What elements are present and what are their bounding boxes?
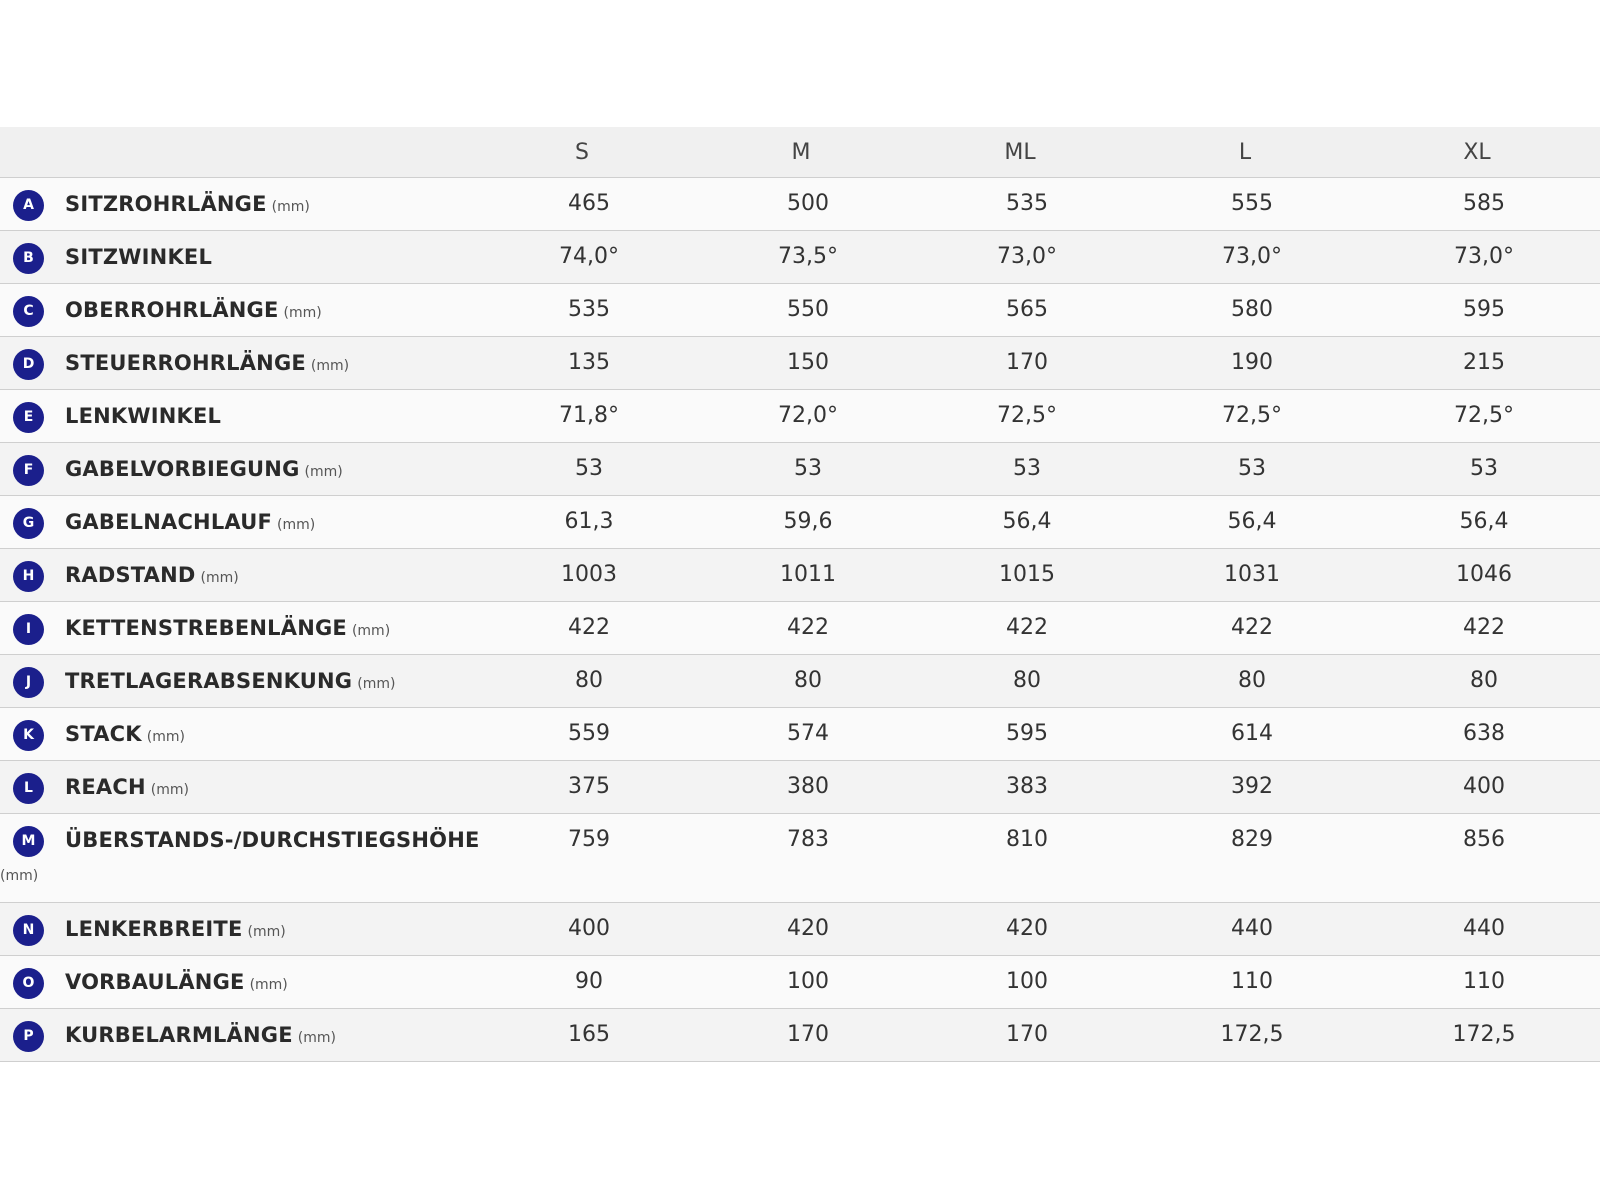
value-cell-ml: 565	[1006, 297, 1048, 322]
value-cell-s: 759	[568, 827, 610, 852]
value-cell-ml: 170	[1006, 1022, 1048, 1047]
row-label-name: ÜBERSTANDS-/DURCHSTIEGSHÖHE	[65, 828, 480, 852]
value-cell-l: 172,5	[1220, 1022, 1284, 1047]
row-label	[65, 761, 189, 813]
value-cell-ml: 100	[1006, 969, 1048, 994]
row-label-unit: (mm)	[247, 924, 286, 940]
value-cell-l: 53	[1238, 456, 1266, 481]
row-label	[65, 708, 185, 760]
value-cell-l: 829	[1231, 827, 1273, 852]
value-cell-xl: 638	[1463, 721, 1505, 746]
value-cell-m: 80	[794, 668, 822, 693]
table-header-row	[0, 127, 1600, 178]
size-header-l: L	[1238, 140, 1252, 165]
value-cell-s: 559	[568, 721, 610, 746]
row-label-unit: (mm)	[277, 517, 316, 533]
row-label-unit: (mm)	[297, 1030, 336, 1046]
value-cell-m: 100	[787, 969, 829, 994]
row-label	[65, 231, 212, 283]
size-header-ml: ML	[1004, 140, 1036, 165]
row-letter-badge: J	[13, 667, 44, 698]
row-label	[65, 903, 286, 955]
value-cell-ml: 53	[1013, 456, 1041, 481]
value-cell-ml: 56,4	[1002, 509, 1052, 534]
value-cell-xl: 110	[1463, 969, 1505, 994]
table-row	[0, 178, 1600, 231]
value-cell-ml: 170	[1006, 350, 1048, 375]
row-letter-badge: K	[13, 720, 44, 751]
value-cell-s: 135	[568, 350, 610, 375]
row-letter-badge: P	[13, 1021, 44, 1052]
value-cell-xl: 80	[1470, 668, 1498, 693]
table-row	[0, 761, 1600, 814]
value-cell-ml: 80	[1013, 668, 1041, 693]
value-cell-l: 614	[1231, 721, 1273, 746]
value-cell-m: 380	[787, 774, 829, 799]
value-cell-s: 61,3	[564, 509, 614, 534]
row-label-name: TRETLAGERABSENKUNG	[65, 669, 353, 693]
value-cell-xl: 72,5°	[1454, 403, 1514, 428]
value-cell-xl: 585	[1463, 191, 1505, 216]
value-cell-xl: 856	[1463, 827, 1505, 852]
value-cell-m: 72,0°	[778, 403, 838, 428]
table-row	[0, 708, 1600, 761]
row-label-unit: (mm)	[271, 199, 310, 215]
row-letter-badge: B	[13, 243, 44, 274]
value-cell-ml: 595	[1006, 721, 1048, 746]
row-label-name: OBERROHRLÄNGE	[65, 298, 279, 322]
row-label	[65, 956, 288, 1008]
row-label	[65, 496, 315, 548]
row-label	[65, 337, 349, 389]
row-letter-badge: F	[13, 455, 44, 486]
value-cell-ml: 72,5°	[997, 403, 1057, 428]
value-cell-xl: 215	[1463, 350, 1505, 375]
value-cell-l: 190	[1231, 350, 1273, 375]
row-label-unit: (mm)	[146, 729, 185, 745]
row-label	[65, 284, 322, 336]
row-letter-badge: O	[13, 968, 44, 999]
row-letter-badge: L	[13, 773, 44, 804]
geometry-table	[0, 127, 1600, 1062]
value-cell-s: 535	[568, 297, 610, 322]
row-letter-badge: G	[13, 508, 44, 539]
value-cell-m: 574	[787, 721, 829, 746]
value-cell-l: 56,4	[1227, 509, 1277, 534]
value-cell-s: 400	[568, 916, 610, 941]
value-cell-ml: 1015	[999, 562, 1055, 587]
value-cell-l: 580	[1231, 297, 1273, 322]
value-cell-m: 550	[787, 297, 829, 322]
value-cell-l: 392	[1231, 774, 1273, 799]
table-row	[0, 655, 1600, 708]
row-label-name: LENKWINKEL	[65, 404, 222, 428]
value-cell-ml: 73,0°	[997, 244, 1057, 269]
row-label	[65, 390, 221, 442]
table-row	[0, 903, 1600, 956]
row-letter-badge: C	[13, 296, 44, 327]
table-row	[0, 284, 1600, 337]
row-label-name: STACK	[65, 722, 142, 746]
table-row	[0, 956, 1600, 1009]
value-cell-ml: 383	[1006, 774, 1048, 799]
value-cell-s: 80	[575, 668, 603, 693]
value-cell-xl: 400	[1463, 774, 1505, 799]
row-label-name: GABELVORBIEGUNG	[65, 457, 300, 481]
value-cell-xl: 440	[1463, 916, 1505, 941]
row-label-unit: (mm)	[0, 868, 39, 884]
row-label-unit: (mm)	[357, 676, 396, 692]
value-cell-xl: 53	[1470, 456, 1498, 481]
value-cell-xl: 172,5	[1452, 1022, 1516, 1047]
value-cell-m: 73,5°	[778, 244, 838, 269]
value-cell-xl: 595	[1463, 297, 1505, 322]
row-letter-badge: A	[13, 190, 44, 221]
table-row	[0, 390, 1600, 443]
table-row	[0, 231, 1600, 284]
value-cell-l: 73,0°	[1222, 244, 1282, 269]
row-label	[65, 1009, 336, 1061]
value-cell-l: 422	[1231, 615, 1273, 640]
value-cell-l: 72,5°	[1222, 403, 1282, 428]
value-cell-m: 1011	[780, 562, 836, 587]
table-row	[0, 496, 1600, 549]
row-label-name: VORBAULÄNGE	[65, 970, 245, 994]
value-cell-m: 53	[794, 456, 822, 481]
size-header-s: S	[575, 140, 589, 165]
value-cell-ml: 810	[1006, 827, 1048, 852]
table-row	[0, 549, 1600, 602]
value-cell-m: 150	[787, 350, 829, 375]
row-label-unit: (mm)	[283, 305, 322, 321]
row-label	[65, 178, 310, 230]
row-letter-badge: M	[13, 826, 44, 857]
value-cell-xl: 422	[1463, 615, 1505, 640]
row-letter-badge: I	[13, 614, 44, 645]
value-cell-xl: 73,0°	[1454, 244, 1514, 269]
row-label-unit: (mm)	[200, 570, 239, 586]
row-label-name: STEUERROHRLÄNGE	[65, 351, 306, 375]
value-cell-s: 422	[568, 615, 610, 640]
row-label-name: KURBELARMLÄNGE	[65, 1023, 293, 1047]
value-cell-ml: 422	[1006, 615, 1048, 640]
value-cell-s: 1003	[561, 562, 617, 587]
value-cell-s: 375	[568, 774, 610, 799]
row-label	[65, 602, 390, 654]
value-cell-m: 500	[787, 191, 829, 216]
size-header-m: M	[791, 140, 811, 165]
value-cell-s: 90	[575, 969, 603, 994]
row-label-name: KETTENSTREBENLÄNGE	[65, 616, 347, 640]
table-row	[0, 602, 1600, 655]
row-label	[65, 443, 343, 495]
row-label-name: REACH	[65, 775, 146, 799]
value-cell-m: 422	[787, 615, 829, 640]
row-letter-badge: D	[13, 349, 44, 380]
row-letter-badge: H	[13, 561, 44, 592]
value-cell-s: 71,8°	[559, 403, 619, 428]
row-label	[65, 549, 239, 601]
row-label-name: RADSTAND	[65, 563, 196, 587]
value-cell-l: 80	[1238, 668, 1266, 693]
value-cell-s: 465	[568, 191, 610, 216]
value-cell-ml: 535	[1006, 191, 1048, 216]
value-cell-ml: 420	[1006, 916, 1048, 941]
table-row	[0, 337, 1600, 390]
table-row	[0, 814, 1600, 903]
value-cell-s: 165	[568, 1022, 610, 1047]
table-row	[0, 443, 1600, 496]
row-letter-badge: E	[13, 402, 44, 433]
row-label-name: GABELNACHLAUF	[65, 510, 273, 534]
value-cell-m: 420	[787, 916, 829, 941]
row-label-unit: (mm)	[351, 623, 391, 639]
row-label-name: SITZROHRLÄNGE	[65, 192, 267, 216]
row-label-name: LENKERBREITE	[65, 917, 243, 941]
row-label	[65, 655, 395, 707]
row-label-name: SITZWINKEL	[65, 245, 213, 269]
value-cell-l: 110	[1231, 969, 1273, 994]
value-cell-m: 783	[787, 827, 829, 852]
value-cell-l: 1031	[1224, 562, 1280, 587]
value-cell-xl: 56,4	[1459, 509, 1509, 534]
value-cell-xl: 1046	[1456, 562, 1512, 587]
row-label-unit: (mm)	[150, 782, 189, 798]
value-cell-s: 53	[575, 456, 603, 481]
row-letter-badge: N	[13, 915, 44, 946]
value-cell-m: 59,6	[783, 509, 833, 534]
value-cell-s: 74,0°	[559, 244, 619, 269]
value-cell-l: 555	[1231, 191, 1273, 216]
value-cell-m: 170	[787, 1022, 829, 1047]
row-label-unit: (mm)	[304, 464, 343, 480]
row-label	[65, 814, 480, 866]
table-row	[0, 1009, 1600, 1062]
size-header-xl: XL	[1463, 140, 1491, 165]
value-cell-l: 440	[1231, 916, 1273, 941]
row-label-unit: (mm)	[310, 358, 350, 374]
row-label-unit: (mm)	[249, 977, 288, 993]
